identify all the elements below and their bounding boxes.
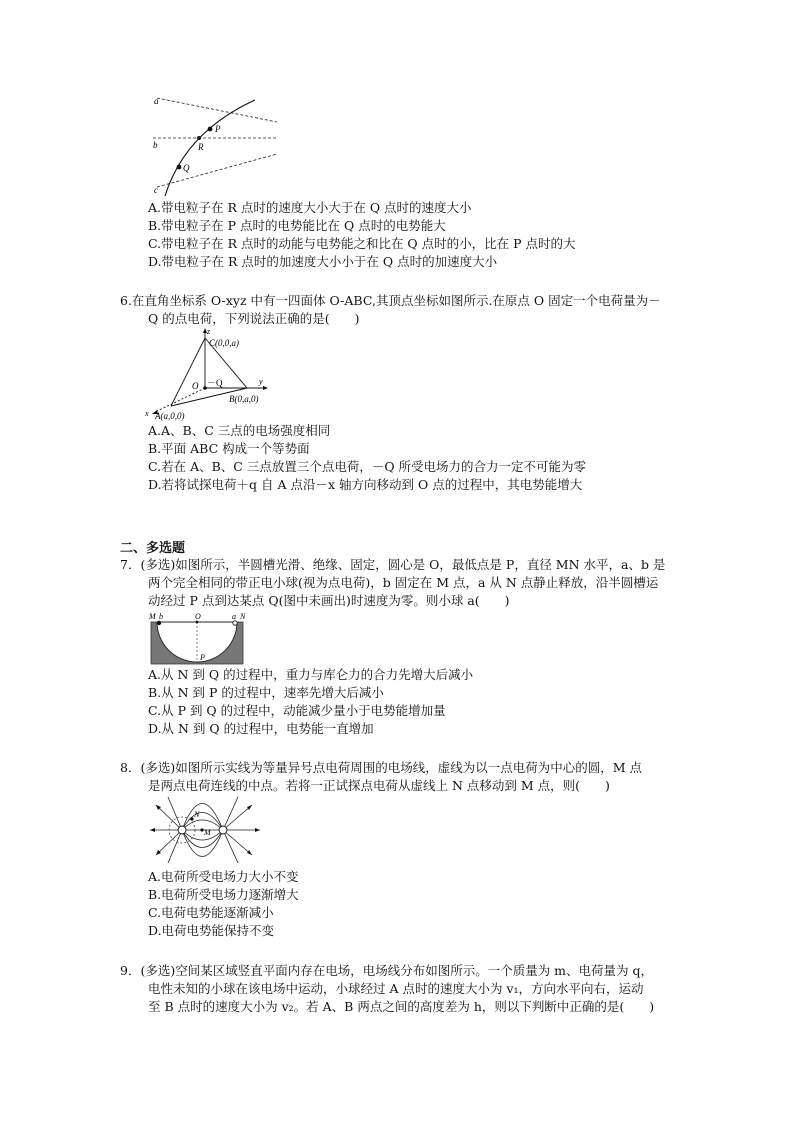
q6-label-y: y	[259, 377, 263, 386]
q8-figure	[148, 795, 263, 865]
q8-label-N: N	[194, 810, 200, 819]
q9-stem-line1: 9．(多选)空间某区域竖直平面内存在电场，电场线分布如图所示。一个质量为 m、电荷量为 q，	[120, 963, 654, 978]
q8-option-a: A.电荷所受电场力大小不变	[148, 869, 299, 884]
q7-option-c: C.从 P 到 Q 的过程中，动能减少量小于电势能增加量	[148, 703, 446, 718]
q6-option-d: D.若将试探电荷＋q 自 A 点沿－x 轴方向移动到 O 点的过程中，其电势能增大	[148, 477, 583, 492]
q6-option-c: C.若在 A、B、C 三点放置三个点电荷，－Q 所受电场力的合力一定不可能为零	[148, 459, 587, 474]
q5-label-P: P	[215, 124, 221, 134]
q5-label-Q: Q	[183, 163, 190, 173]
q7-option-d: D.从 N 到 Q 的过程中，电势能一直增加	[148, 721, 374, 736]
q6-label-x: x	[145, 409, 149, 418]
q9-stem-line2: 电性未知的小球在该电场中运动，小球经过 A 点时的速度大小为 v₁，方向水平向右，运动	[148, 981, 644, 996]
q7-label-a: a	[232, 612, 236, 621]
q9-stem-line3: 至 B 点时的速度大小为 v₂。若 A、B 两点之间的高度差为 h，则以下判断中正确的是( )	[148, 999, 655, 1014]
q5-label-c: c	[154, 185, 158, 195]
q6-figure	[145, 326, 275, 421]
q5-figure	[145, 92, 285, 197]
q7-option-a: A.从 N 到 Q 的过程中，重力与库仑力的合力先增大后减小	[148, 667, 474, 682]
q5-option-a: A.带电粒子在 R 点时的速度大小大于在 Q 点时的速度大小	[148, 200, 472, 215]
q7-label-b: b	[159, 612, 163, 621]
q5-option-c: C.带电粒子在 R 点时的动能与电势能之和比在 Q 点时的小，比在 P 点时的大	[148, 236, 576, 251]
q8-option-b: B.电荷所受电场力逐渐增大	[148, 887, 299, 902]
q5-option-b: B.带电粒子在 P 点时的电势能比在 Q 点时的电势能大	[148, 218, 446, 233]
q7-option-b: B.从 N 到 P 的过程中，速率先增大后减小	[148, 685, 384, 700]
q6-stem-line1: 6.在直角坐标系 O-xyz 中有一四面体 O-ABC,其顶点坐标如图所示.在原点 O 固定一个电荷量为－	[120, 293, 661, 308]
q8-stem-line2: 是两点电荷连线的中点。若将一正试探点电荷从虚线上 N 点移动到 M 点，则( )	[148, 778, 610, 793]
q6-label-A: A(a,0,0)	[155, 411, 185, 421]
q8-label-M: M	[204, 828, 211, 837]
q7-label-O: O	[195, 612, 201, 621]
q7-label-N: N	[240, 612, 246, 621]
q8-stem-line1: 8．(多选)如图所示实线为等量异号点电荷周围的电场线，虚线为以一点电荷为中心的圆，M 点	[120, 760, 642, 775]
q6-label-Q: －Q	[207, 378, 223, 388]
q5-label-b: b	[153, 140, 158, 150]
q5-option-d: D.带电粒子在 R 点时的加速度大小小于在 Q 点时的加速度大小	[148, 254, 498, 269]
q6-option-b: B.平面 ABC 构成一个等势面	[148, 441, 310, 456]
q7-figure	[145, 610, 255, 666]
q6-label-O: O	[192, 381, 199, 391]
q6-label-z: z	[207, 327, 211, 336]
q8-option-d: D.电荷电势能保持不变	[148, 923, 275, 938]
q6-label-B: B(0,a,0)	[229, 394, 259, 404]
q7-stem-line2: 两个完全相同的带正电小球(视为点电荷)，b 固定在 M 点，a 从 N 点静止释放，沿半圆槽运	[148, 575, 659, 590]
q5-label-R: R	[198, 142, 204, 152]
q6-stem-line2: Q 的点电荷，下列说法正确的是( )	[148, 311, 360, 326]
q8-option-c: C.电荷电势能逐渐减小	[148, 905, 274, 920]
q7-stem-line3: 动经过 P 点到达某点 Q(图中未画出)时速度为零。则小球 a( )	[148, 593, 510, 608]
q6-option-a: A.A、B、C 三点的电场强度相同	[148, 423, 331, 438]
q6-label-C: C(0,0,a)	[209, 338, 239, 348]
q7-stem-line1: 7．(多选)如图所示，半圆槽光滑、绝缘、固定，圆心是 O，最低点是 P，直径 MN 水平，a、b 是	[120, 557, 666, 572]
section-heading-multiple-choice: 二、多选题	[120, 541, 186, 556]
q7-label-P: P	[200, 653, 205, 662]
q5-label-a: a	[154, 96, 159, 106]
q7-label-M: M	[149, 612, 156, 621]
